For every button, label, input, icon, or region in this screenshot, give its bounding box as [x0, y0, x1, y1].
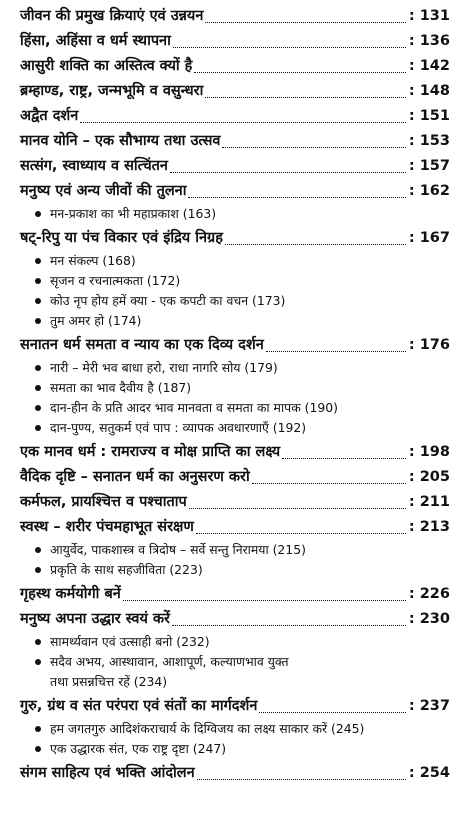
- dot-leader: [252, 483, 406, 484]
- chapter-title: जीवन की प्रमुख क्रियाएं एवं उन्नयन: [20, 8, 204, 24]
- page-number: : 254: [408, 765, 450, 781]
- toc-chapter-line: [20, 761, 450, 786]
- dot-leader: [194, 72, 406, 73]
- page-number: : 142: [408, 58, 450, 74]
- toc-entry: [20, 4, 450, 29]
- dot-leader: [266, 351, 406, 352]
- chapter-title: गुरु, ग्रंथ व संत परंपरा एवं संतों का मार्गदर्शन: [20, 698, 258, 714]
- toc-entry: [20, 226, 450, 333]
- toc-entry: [20, 129, 450, 154]
- chapter-title: मानव योनि – एक सौभाग्य तथा उत्सव: [20, 133, 221, 149]
- dot-leader: [196, 533, 406, 534]
- subtopic-item: [20, 398, 450, 418]
- subtopic-list: [20, 204, 450, 226]
- subtopic-text-continued: तथा प्रसन्नचित्त रहें (234): [50, 674, 168, 689]
- page-number: : 151: [408, 108, 450, 124]
- subtopic-list: [20, 251, 450, 333]
- toc-entry: [20, 333, 450, 440]
- dot-leader: [173, 47, 406, 48]
- toc-entry: [20, 515, 450, 582]
- page-number: : 176: [408, 337, 450, 353]
- chapter-title: आसुरी शक्ति का अस्तित्व क्यों है: [20, 58, 193, 74]
- subtopic-text: सामर्थ्यवान एवं उत्साही बनो (232): [50, 634, 210, 649]
- toc-chapter-line: [20, 515, 450, 540]
- page-number: : 131: [408, 8, 450, 24]
- chapter-title: कर्मफल, प्रायश्चित्त व पश्चाताप: [20, 494, 187, 510]
- subtopic-text: प्रकृति के साथ सहजीविता (223): [50, 562, 203, 577]
- chapter-title: सनातन धर्म समता व न्याय का एक दिव्य दर्शन: [20, 337, 264, 353]
- toc-chapter-line: [20, 179, 450, 204]
- subtopic-text: समता का भाव दैवीय है (187): [50, 380, 192, 395]
- subtopic-text: एक उद्धारक संत, एक राष्ट्र दृष्टा (247): [50, 741, 227, 756]
- page-number: : 167: [408, 230, 450, 246]
- subtopic-text: हम जगतगुरु आदिशंकराचार्य के दिग्विजय का लक्ष्य साकार करें (245): [50, 721, 365, 736]
- subtopic-item: [20, 271, 450, 291]
- toc-chapter-line: [20, 333, 450, 358]
- subtopic-item: [20, 291, 450, 311]
- subtopic-text: मन संकल्प (168): [50, 253, 136, 268]
- toc-entry: [20, 490, 450, 515]
- chapter-title: मनुष्य अपना उद्धार स्वयं करें: [20, 611, 170, 627]
- subtopic-text: तुम अमर हो (174): [50, 313, 142, 328]
- dot-leader: [80, 122, 406, 123]
- subtopic-item: [20, 739, 450, 759]
- page-number: : 237: [408, 698, 450, 714]
- subtopic-text: सृजन व रचनात्मकता (172): [50, 273, 181, 288]
- toc-chapter-line: [20, 29, 450, 54]
- toc-entry: [20, 465, 450, 490]
- subtopic-item: [20, 632, 450, 652]
- subtopic-item: [20, 652, 450, 692]
- toc-chapter-line: [20, 4, 450, 29]
- toc-entry: [20, 761, 450, 786]
- chapter-title: मनुष्य एवं अन्य जीवों की तुलना: [20, 183, 187, 199]
- toc-entry: [20, 607, 450, 694]
- dot-leader: [282, 458, 406, 459]
- page-number: : 205: [408, 469, 450, 485]
- toc-entry: [20, 582, 450, 607]
- toc-entry: [20, 694, 450, 761]
- toc-entry: [20, 440, 450, 465]
- subtopic-item: [20, 251, 450, 271]
- chapter-title: सत्संग, स्वाध्याय व सत्चिंतन: [20, 158, 168, 174]
- chapter-title: स्वस्थ – शरीर पंचमहाभूत संरक्षण: [20, 519, 194, 535]
- subtopic-list: [20, 719, 450, 761]
- page-number: : 157: [408, 158, 450, 174]
- dot-leader: [197, 779, 406, 780]
- subtopic-item: [20, 418, 450, 438]
- toc-chapter-line: [20, 54, 450, 79]
- toc-chapter-line: [20, 440, 450, 465]
- subtopic-item: [20, 311, 450, 331]
- subtopic-text: दान-हीन के प्रति आदर भाव मानवता व समता का मापक (190): [50, 400, 338, 415]
- dot-leader: [189, 508, 406, 509]
- chapter-title: एक मानव धर्म : रामराज्य व मोक्ष प्राप्ति का लक्ष्य: [20, 444, 281, 460]
- page-number: : 226: [408, 586, 450, 602]
- chapter-title: षट्-रिपु या पंच विकार एवं इंद्रिय निग्रह: [20, 230, 223, 246]
- chapter-title: संगम साहित्य एवं भक्ति आंदोलन: [20, 765, 195, 781]
- chapter-title: गृहस्थ कर्मयोगी बनें: [20, 586, 121, 602]
- subtopic-text: सदैव अभय, आस्थावान, आशापूर्ण, कल्याणभाव युक्त: [50, 654, 289, 669]
- toc-chapter-line: [20, 226, 450, 251]
- dot-leader: [172, 625, 406, 626]
- page-number: : 211: [408, 494, 450, 510]
- subtopic-text: नारी – मेरी भव बाधा हरो, राधा नागरि सोय (179): [50, 360, 278, 375]
- page-number: : 198: [408, 444, 450, 460]
- toc-entry: [20, 179, 450, 226]
- subtopic-item: [20, 378, 450, 398]
- subtopic-text: कोउ नृप होय हमें क्या - एक कपटी का वचन (173): [50, 293, 286, 308]
- page-number: : 148: [408, 83, 450, 99]
- toc-chapter-line: [20, 465, 450, 490]
- dot-leader: [188, 197, 405, 198]
- subtopic-text: आयुर्वेद, पाकशास्त्र व त्रिदोष – सर्वे सन्तु निरामया (215): [50, 542, 306, 557]
- toc-entry: [20, 154, 450, 179]
- page-number: : 230: [408, 611, 450, 627]
- page-number: : 136: [408, 33, 450, 49]
- toc-chapter-line: [20, 582, 450, 607]
- toc-entry: [20, 29, 450, 54]
- subtopic-item: [20, 560, 450, 580]
- toc-entry: [20, 54, 450, 79]
- toc-chapter-line: [20, 607, 450, 632]
- chapter-title: हिंसा, अहिंसा व धर्म स्थापना: [20, 33, 171, 49]
- dot-leader: [205, 22, 406, 23]
- chapter-title: वैदिक दृष्टि – सनातन धर्म का अनुसरण करो: [20, 469, 250, 485]
- page-number: : 213: [408, 519, 450, 535]
- dot-leader: [205, 97, 406, 98]
- subtopic-text: दान-पुण्य, सतुकर्म एवं पाप : व्यापक अवधारणाएँ (192): [50, 420, 307, 435]
- chapter-title: ब्रम्हाण्ड, राष्ट्र, जन्मभूमि व वसुन्धरा: [20, 83, 204, 99]
- subtopic-item: [20, 358, 450, 378]
- subtopic-text: मन-प्रकाश का भी महाप्रकाश (163): [50, 206, 217, 221]
- toc-chapter-line: [20, 104, 450, 129]
- page-number: : 162: [408, 183, 450, 199]
- dot-leader: [222, 147, 405, 148]
- subtopic-list: [20, 358, 450, 440]
- dot-leader: [123, 600, 406, 601]
- dot-leader: [170, 172, 406, 173]
- subtopic-item: [20, 204, 450, 224]
- subtopic-item: [20, 540, 450, 560]
- page-number: : 153: [408, 133, 450, 149]
- toc-chapter-line: [20, 79, 450, 104]
- toc-chapter-line: [20, 490, 450, 515]
- toc-chapter-line: [20, 694, 450, 719]
- toc-entry: [20, 79, 450, 104]
- chapter-title: अद्वैत दर्शन: [20, 108, 79, 124]
- toc-chapter-line: [20, 129, 450, 154]
- dot-leader: [259, 712, 405, 713]
- subtopic-list: [20, 540, 450, 582]
- subtopic-item: [20, 719, 450, 739]
- toc-chapter-line: [20, 154, 450, 179]
- subtopic-list: [20, 632, 450, 694]
- toc-entry: [20, 104, 450, 129]
- dot-leader: [225, 244, 406, 245]
